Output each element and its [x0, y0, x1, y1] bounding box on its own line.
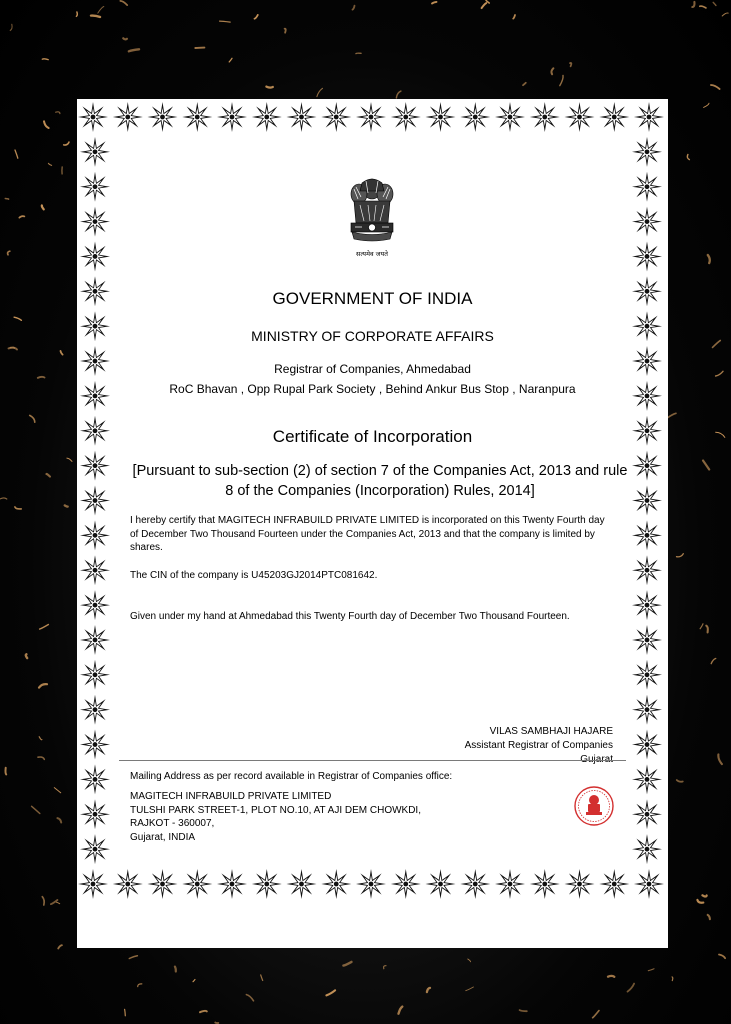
signatory-name: VILAS SAMBHAJI HAJARE [489, 726, 613, 737]
sparkle [711, 85, 720, 89]
sparkle [706, 626, 708, 633]
sparkle [0, 498, 7, 499]
sparkle [317, 88, 323, 96]
sparkle [67, 458, 72, 461]
sparkle [193, 979, 195, 981]
registrar-address: RoC Bhavan , Opp Rupal Park Society , Behind Ankur Bus Stop , Naranpura [169, 382, 576, 396]
sparkle [520, 1010, 527, 1011]
sparkle [129, 49, 139, 51]
sparkle [697, 900, 703, 903]
certificate-content [77, 99, 668, 948]
sparkle [384, 966, 386, 969]
sparkle [466, 987, 474, 991]
sparkle [76, 12, 77, 16]
sparkle [343, 962, 351, 966]
registrar-office: Registrar of Companies, Ahmedabad [274, 362, 471, 376]
sparkle [120, 1, 127, 5]
sparkle [39, 737, 42, 740]
sparkle [326, 990, 335, 995]
sparkle [42, 206, 44, 210]
sparkle [9, 348, 18, 350]
sparkle [261, 975, 263, 981]
divider [119, 760, 626, 761]
mailing-address [130, 790, 421, 844]
official-seal-icon [573, 785, 615, 827]
sparkle [700, 6, 706, 8]
cin-statement: The CIN of the company is U45203GJ2014PTC081642. [130, 570, 378, 581]
sparkle [718, 754, 722, 764]
sparkle [677, 780, 683, 782]
sparkle [692, 2, 694, 7]
sparkle [38, 757, 44, 759]
sparkle [91, 16, 100, 17]
mailing-heading: Mailing Address as per record available in Registrar of Companies office: [130, 771, 453, 782]
sparkle [138, 984, 142, 987]
sparkle [716, 371, 723, 376]
sparkle [10, 24, 12, 30]
certificate-title: Certificate of Incorporation [272, 427, 473, 446]
sparkle [220, 21, 231, 22]
sparkle [353, 6, 355, 10]
sparkle [38, 377, 45, 378]
sparkle [702, 895, 706, 896]
sparkle [246, 995, 253, 1001]
sparkle [40, 625, 49, 630]
sparkle [129, 956, 137, 959]
sparkle [123, 38, 127, 39]
sparkle [628, 984, 635, 992]
sparkle [229, 58, 232, 62]
certify-paragraph: I hereby certify that MAGITECH INFRABUILD PRIVATE LIMITED is incorporated on this Twenty Fourth day of December Two Thousand Fourteen under the Companies Act, 2013 and that the company is limited by shares. [130, 515, 605, 553]
mailing-line: RAJKOT - 360007, [130, 818, 215, 829]
sparkle [255, 15, 258, 19]
sparkle [708, 255, 710, 263]
sparkle [42, 59, 48, 60]
sparkle [56, 902, 59, 904]
sparkle [716, 432, 725, 437]
sparkle [61, 351, 63, 355]
sparkle [704, 103, 709, 107]
sparkle [125, 1009, 126, 1016]
emblem-motto: सत्यमेव जयते [356, 250, 388, 258]
sparkle [513, 15, 515, 19]
sparkle [19, 216, 24, 218]
sparkle [482, 3, 487, 8]
mailing-line: TULSHI PARK STREET-1, PLOT NO.10, AT AJI DEM CHOWKDI, [130, 804, 421, 816]
sparkle [608, 976, 614, 977]
ministry-title: MINISTRY OF CORPORATE AFFAIRS [251, 328, 494, 344]
sparkle [15, 507, 21, 509]
sparkle [32, 806, 40, 813]
signatory-designation: Assistant Registrar of Companies [464, 740, 613, 751]
sparkle [200, 1011, 207, 1012]
sparkle [98, 7, 104, 14]
sparkle [672, 977, 673, 981]
sparkle [356, 53, 361, 54]
sparkle [54, 788, 60, 793]
sparkle [15, 150, 18, 158]
sparkle [427, 988, 430, 992]
sparkle [523, 83, 526, 85]
sparkle [708, 915, 710, 919]
sparkle [26, 654, 27, 658]
sparkle [570, 63, 571, 66]
sparkle [42, 897, 44, 905]
sparkle [57, 818, 61, 822]
sparkle [668, 413, 677, 418]
sparkle [215, 1023, 218, 1024]
sparkle [399, 1007, 403, 1014]
sparkle [5, 768, 6, 775]
sparkle [677, 554, 684, 557]
sparkle [285, 29, 286, 33]
sparkle [30, 415, 35, 422]
sparkle [46, 474, 50, 477]
sparkle [722, 13, 728, 16]
sparkle [14, 317, 21, 320]
sparkle [703, 461, 709, 470]
sparkle [648, 969, 654, 971]
sparkle [711, 659, 716, 664]
sparkle [687, 155, 689, 160]
signatory-state: Gujarat [580, 754, 613, 765]
government-title: GOVERNMENT OF INDIA [272, 289, 473, 308]
mailing-line: Gujarat, INDIA [130, 831, 196, 843]
sparkle [65, 505, 68, 506]
pursuant-clause: [Pursuant to sub-section (2) of section 7 of the Companies Act, 2013 and rule 8 of the Companies (Incorporation) Rules, 2014] [132, 463, 628, 499]
sparkle [56, 112, 60, 114]
sparkle [39, 684, 47, 688]
sparkle [551, 68, 553, 74]
sparkle [5, 199, 8, 200]
sparkle [175, 967, 176, 972]
sparkle [432, 2, 437, 4]
sparkle [593, 1011, 599, 1018]
sparkle [713, 341, 721, 348]
sparkle [48, 163, 51, 165]
sparkle [266, 87, 272, 88]
sparkle [8, 251, 10, 255]
sparkle [396, 91, 401, 98]
state-emblem-icon [342, 175, 402, 261]
sparkle [560, 75, 563, 85]
mailing-line: MAGITECH INFRABUILD PRIVATE LIMITED [130, 791, 332, 802]
sparkle [468, 959, 471, 962]
certificate-paper [77, 99, 668, 948]
sparkle [44, 121, 49, 128]
sparkle [719, 955, 725, 959]
sparkle [58, 945, 62, 948]
sparkle [713, 2, 716, 5]
given-under-hand: Given under my hand at Ahmedabad this Twenty Fourth day of December Two Thousand Fourteen. [130, 611, 570, 622]
sparkle [64, 142, 69, 145]
sparkle [700, 624, 703, 629]
